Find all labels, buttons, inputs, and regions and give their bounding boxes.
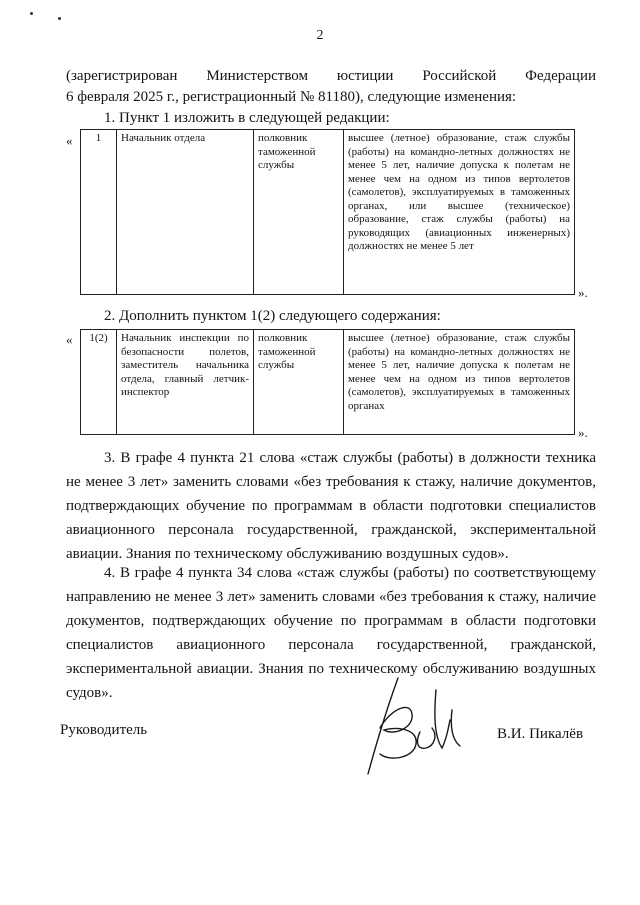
intro-word: Федерации [525,68,596,84]
page-number: 2 [316,28,324,43]
item4-line: направлению не менее 3 лет» заменить словами «без требования к стажу, наличие [66,589,596,605]
scan-speck [58,17,61,20]
signatory-title: Руководитель [60,722,148,738]
table1 [80,129,575,295]
table2-close-quote: ». [578,425,588,440]
table1-position: Начальник отдела [117,130,254,295]
table-row [81,130,575,295]
signatory-name: В.И. Пикалёв [497,726,584,742]
item3-line: 3. В графе 4 пункта 21 слова «стаж службы (работы) в должности техника [104,450,596,466]
item4-line: документов, подтверждающих обучение по программам в области подготовки [66,613,596,629]
table2-requirements: высшее (летное) образование, стаж службы (работы) на командно-летных должностях не менее 5 лет, наличие допуска к полетам не менее чем на одном из типов вертолетов (самолетов), эксплуатируемых в таможенных органах [344,330,575,435]
item3-line: авиационного персонала государственной, гражданской, экспериментальной [66,522,596,538]
item3-line: авиации. Знания по техническому обслуживанию воздушных судов». [66,546,509,562]
item4-line: судов». [66,685,113,701]
table1-requirements: высшее (летное) образование, стаж службы (работы) на командно-летных должностях не менее 5 лет, наличие допуска к полетам не менее чем на одном из типов вертолетов (самолетов), эксплуатируемых в таможенных органах, или высшее (техническое) образование, стаж службы (работы) на руководящих (авиационных инженерных) должностях не менее 5 лет [344,130,575,295]
table1-num: 1 [81,130,117,295]
item3-line: подтверждающих обучение по программам в области подготовки специалистов [66,498,596,514]
table2-num: 1(2) [81,330,117,435]
table1-close-quote: ». [578,285,588,300]
table-row [81,330,575,435]
table2-rank: полковник таможенной службы [254,330,344,435]
intro-line-2: 6 февраля 2025 г., регистрационный № 81180), следующие изменения: [66,89,517,105]
intro-word: Российской [422,68,497,84]
item2-heading: 2. Дополнить пунктом 1(2) следующего содержания: [104,308,441,324]
intro-word: юстиции [336,68,394,84]
item4-line: специалистов авиационного персонала государственной, гражданской, [66,637,596,653]
intro-word: (зарегистрирован [66,68,178,84]
item3-line: не менее 3 лет» заменить словами «без требования к стажу, наличие документов, [66,474,596,490]
table2 [80,329,575,435]
scan-speck [30,12,33,15]
item4-line: 4. В графе 4 пункта 34 слова «стаж службы (работы) по соответствующему [104,565,596,581]
item4-line: экспериментальной авиации. Знания по техническому обслуживанию воздушных [66,661,596,677]
intro-line-1 [66,66,596,87]
handwritten-signature [350,670,480,780]
table1-rank: полковник таможенной службы [254,130,344,295]
item1-heading: 1. Пункт 1 изложить в следующей редакции: [104,110,390,126]
table1-open-quote: « [66,133,73,148]
intro-word: Министерством [206,68,309,84]
table2-position: Начальник инспекции по безопасности полетов, заместитель начальника отдела, главный летчик-инспектор [117,330,254,435]
table2-open-quote: « [66,332,73,347]
